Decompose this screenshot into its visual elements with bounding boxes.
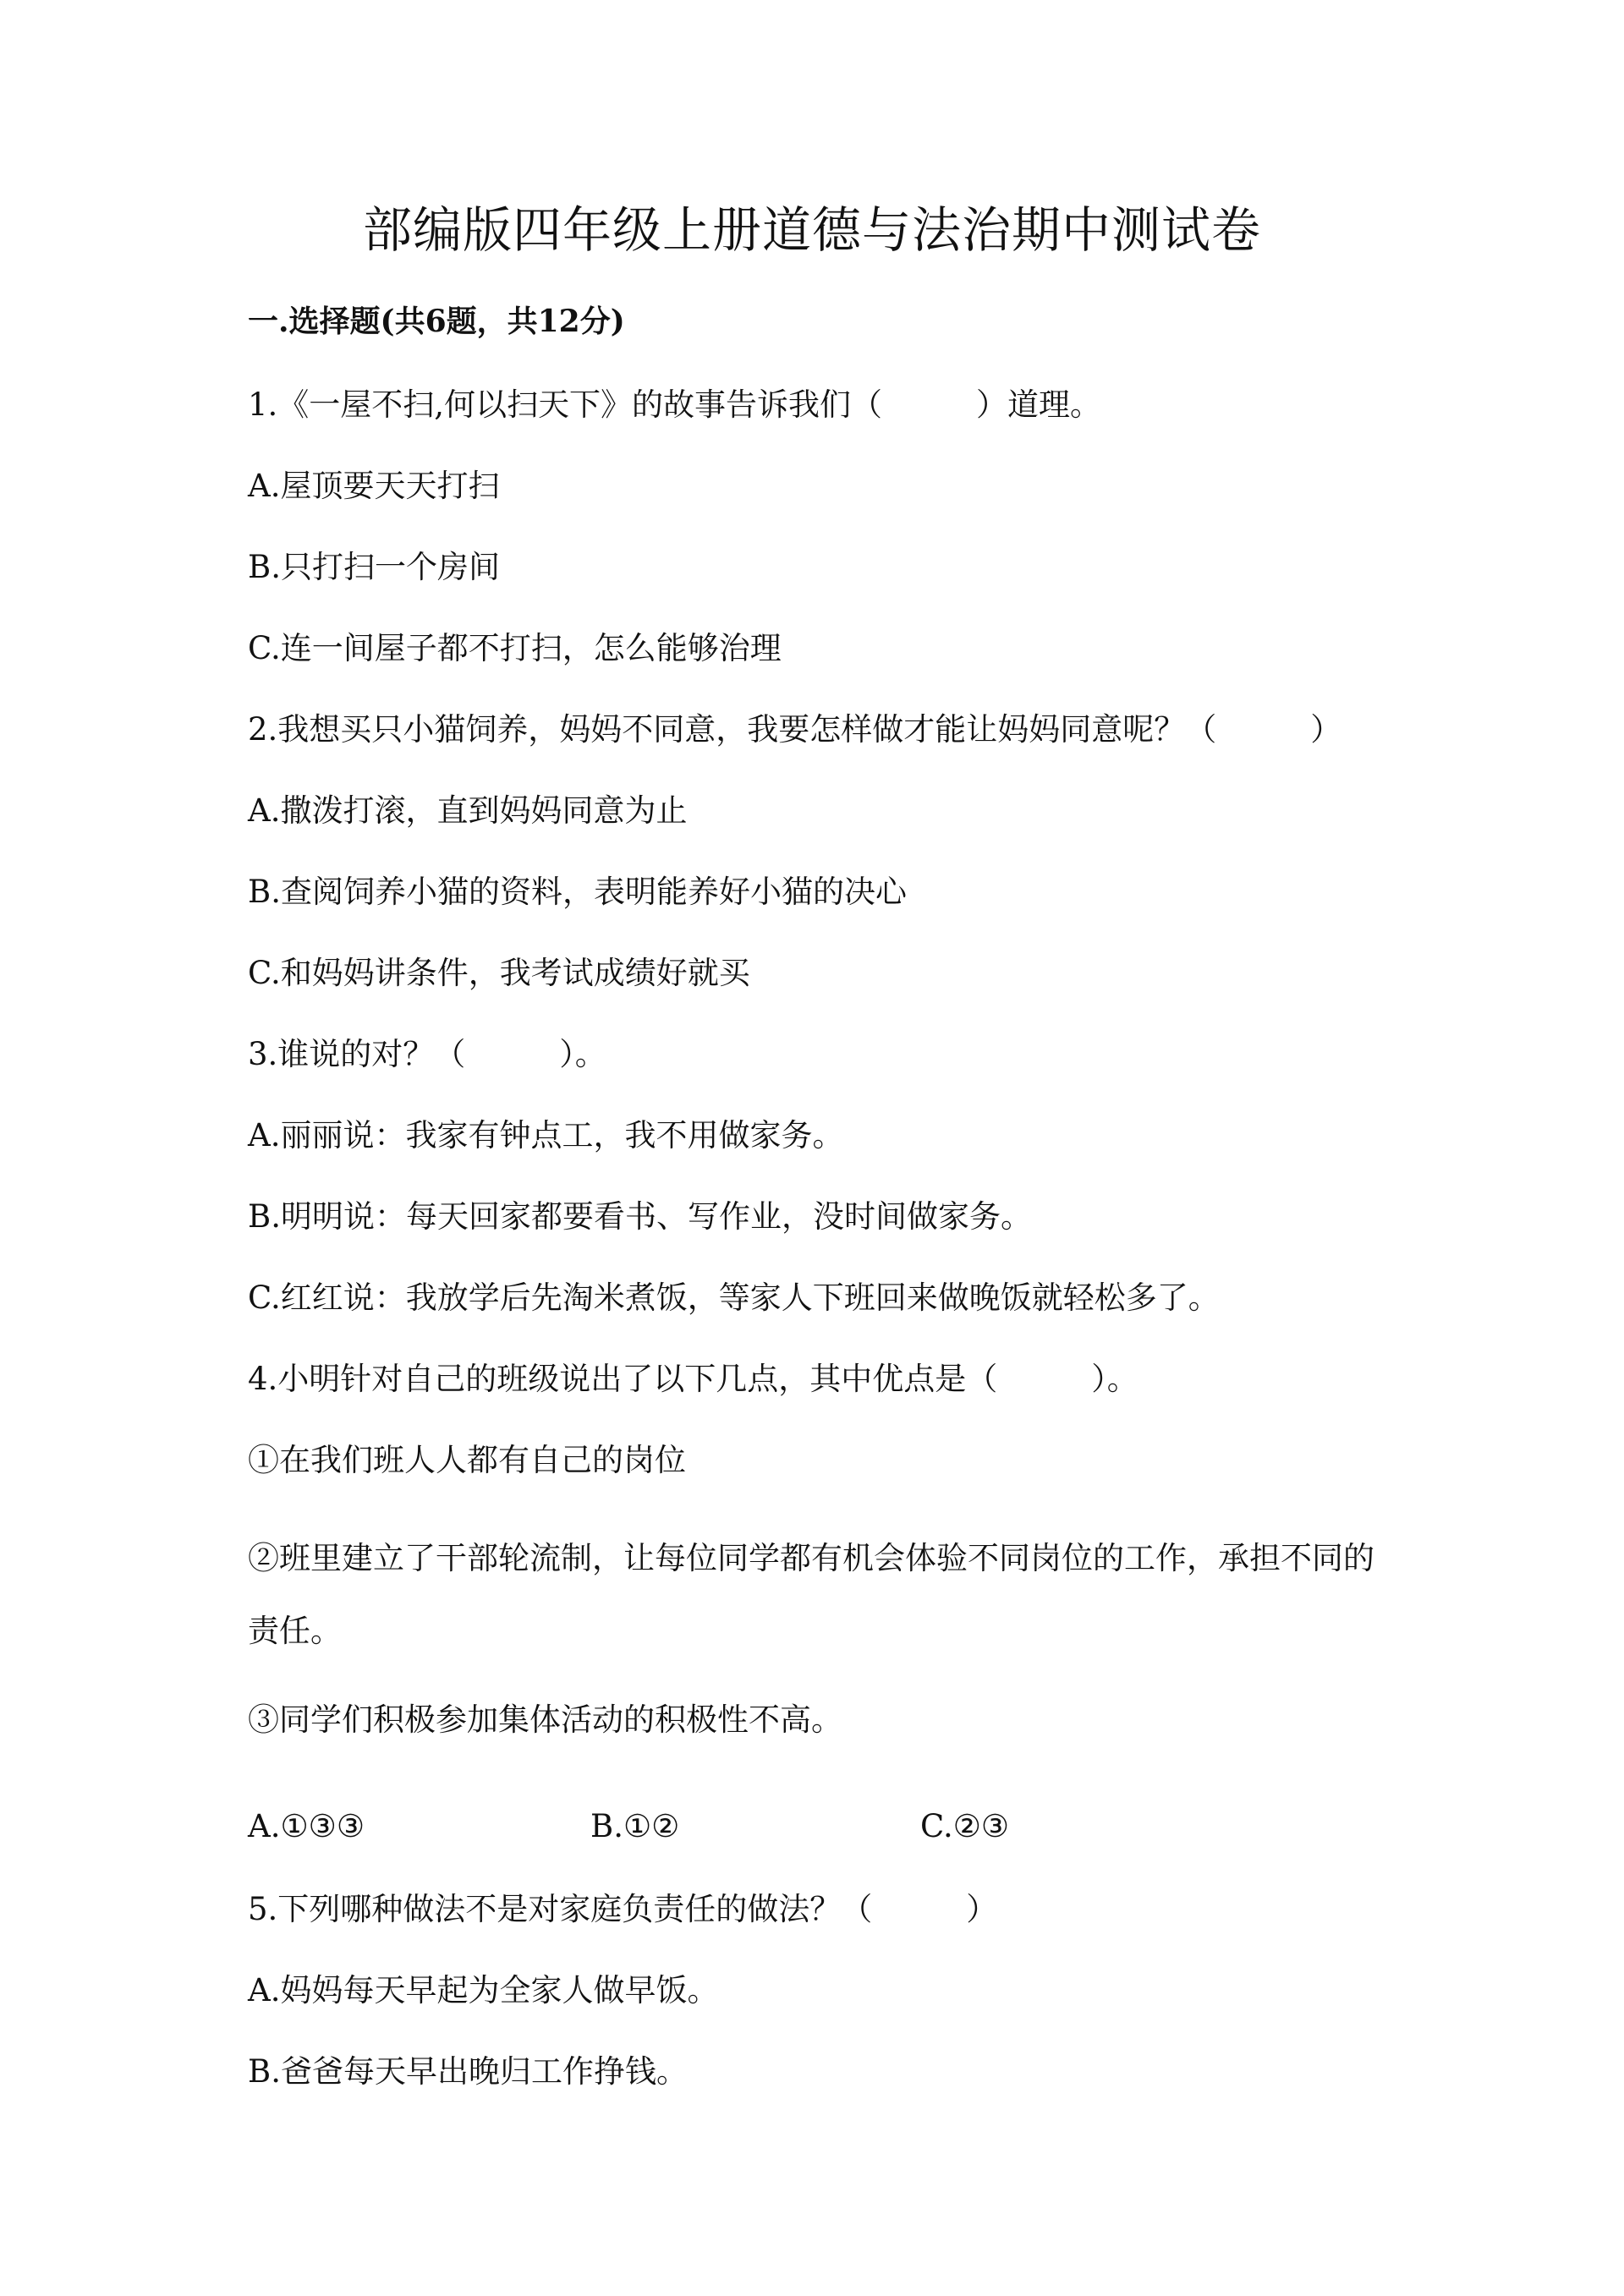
question-5-option-a: A.妈妈每天早起为全家人做早饭。: [248, 1972, 719, 2008]
question-4-stem: 4.小明针对自己的班级说出了以下几点，其中优点是（ ）。: [248, 1361, 1138, 1397]
question-1-stem: 1.《一屋不扫,何以扫天下》的故事告诉我们（ ）道理。: [248, 386, 1102, 423]
question-4-statement-1: ①在我们班人人都有自己的岗位: [248, 1442, 686, 1478]
question-4-statement-2: ②班里建立了干部轮流制，让每位同学都有机会体验不同岗位的工作，承担不同的责任。: [248, 1540, 1374, 1649]
question-2-option-c: C.和妈妈讲条件，我考试成绩好就买: [248, 955, 750, 991]
question-5-stem: 5.下列哪种做法不是对家庭负责任的做法？（ ）: [248, 1891, 998, 1927]
question-5-option-b: B.爸爸每天早出晚归工作挣钱。: [248, 2053, 688, 2090]
question-2-option-b: B.查阅饲养小猫的资料，表明能养好小猫的决心: [248, 874, 907, 910]
question-3-option-c: C.红红说：我放学后先淘米煮饭，等家人下班回来做晚饭就轻松多了。: [248, 1280, 1220, 1316]
question-4-options: [248, 1803, 1381, 1850]
section-heading: 一.选择题(共6题，共12分): [248, 304, 625, 339]
question-1-option-b: B.只打扫一个房间: [248, 549, 500, 585]
question-2-option-a: A.撒泼打滚，直到妈妈同意为止: [248, 792, 688, 829]
question-2-stem: 2.我想买只小猫饲养，妈妈不同意，我要怎样做才能让妈妈同意呢？（ ）: [248, 711, 1342, 748]
question-4-option-b: B.①②: [590, 1808, 680, 1844]
page-title: 部编版四年级上册道德与法治期中测试卷: [362, 201, 1261, 259]
question-1-option-a: A.屋顶要天天打扫: [248, 468, 500, 504]
question-1-option-c: C.连一间屋子都不打扫，怎么能够治理: [248, 630, 782, 666]
question-3-option-a: A.丽丽说：我家有钟点工，我不用做家务。: [248, 1117, 844, 1153]
question-4-option-a: A.①③③: [248, 1808, 365, 1844]
question-3-stem: 3.谁说的对？（ ）。: [248, 1036, 606, 1072]
question-4-option-c: C.②③: [920, 1808, 1010, 1844]
question-3-option-b: B.明明说：每天回家都要看书、写作业，没时间做家务。: [248, 1198, 1032, 1235]
question-4-statement-3: ③同学们积极参加集体活动的积极性不高。: [248, 1701, 842, 1738]
